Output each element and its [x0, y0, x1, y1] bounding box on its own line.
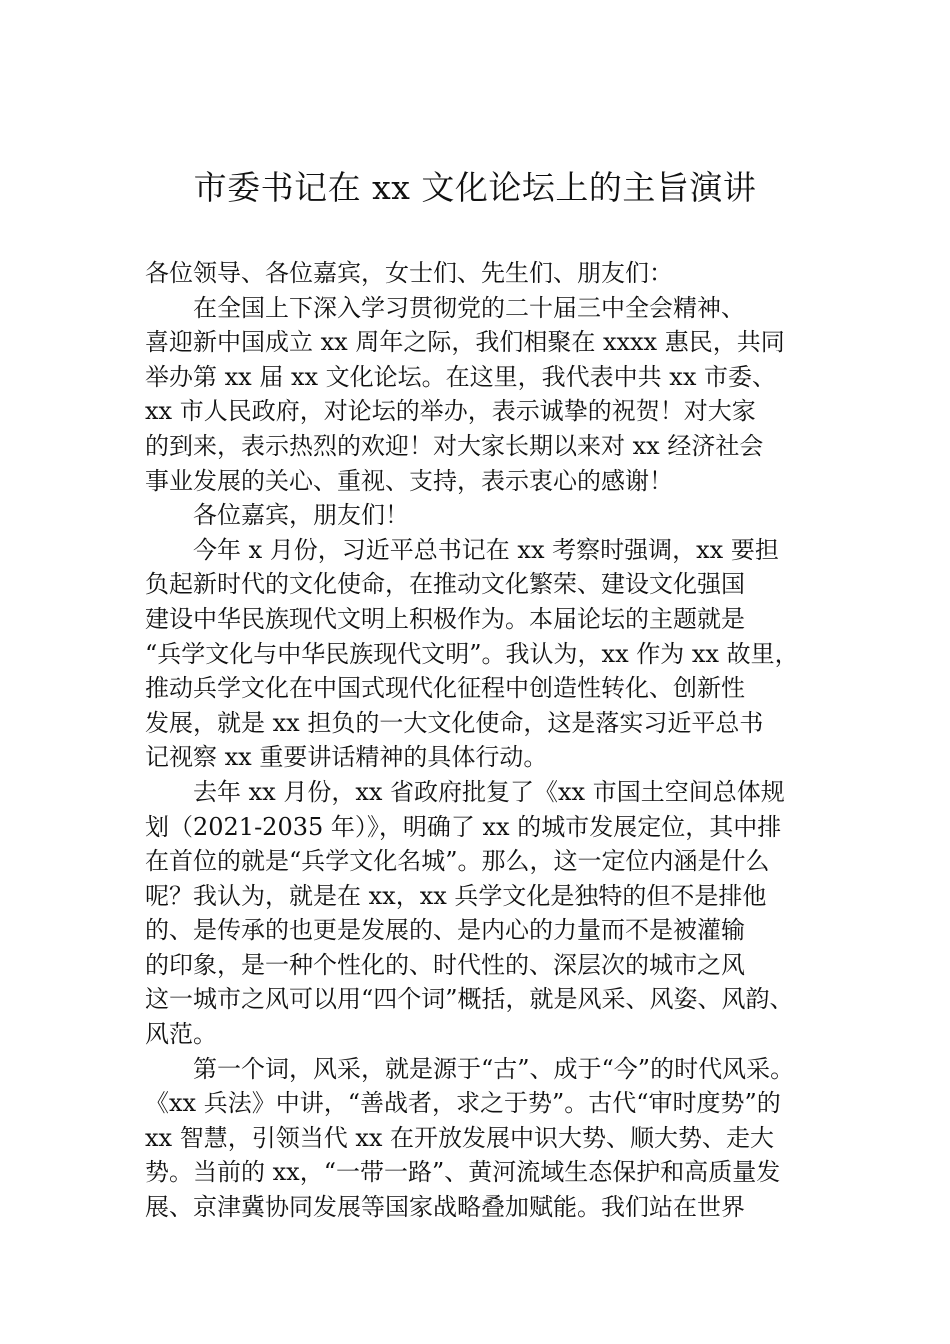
document-title: 市委书记在 xx 文化论坛上的主旨演讲 — [193, 168, 757, 207]
text-line: 负起新时代的文化使命，在推动文化繁荣、建设文化强国 — [145, 570, 745, 599]
text-line: 在全国上下深入学习贯彻党的二十届三中全会精神、 — [193, 293, 745, 322]
text-line: 风范。 — [145, 1020, 217, 1049]
text-line: 各位嘉宾，朋友们！ — [193, 501, 409, 530]
text-line: 的印象，是一种个性化的、时代性的、深层次的城市之风 — [145, 950, 745, 979]
text-line: xx 智慧，引领当代 xx 在开放发展中识大势、顺大势、走大 — [145, 1123, 775, 1152]
text-line: 建设中华民族现代文明上积极作为。本届论坛的主题就是 — [145, 604, 745, 633]
text-line: 展、京津冀协同发展等国家战略叠加赋能。我们站在世界 — [145, 1193, 745, 1222]
text-line: 的、是传承的也更是发展的、是内心的力量而不是被灌输 — [145, 916, 745, 945]
text-line: 喜迎新中国成立 xx 周年之际，我们相聚在 xxxx 惠民，共同 — [145, 328, 785, 357]
text-line: 事业发展的关心、重视、支持，表示衷心的感谢！ — [145, 466, 673, 495]
text-line: 去年 xx 月份，xx 省政府批复了《xx 市国土空间总体规 — [193, 777, 785, 806]
text-line: xx 市人民政府，对论坛的举办，表示诚挚的祝贺！对大家 — [145, 397, 756, 426]
text-line: 举办第 xx 届 xx 文化论坛。在这里，我代表中共 xx 市委、 — [145, 362, 776, 391]
text-line: “兵学文化与中华民族现代文明”。我认为，xx 作为 xx 故里， — [145, 639, 799, 668]
text-line: 各位领导、各位嘉宾，女士们、先生们、朋友们： — [145, 259, 673, 287]
text-line: 发展，就是 xx 担负的一大文化使命，这是落实习近平总书 — [145, 708, 764, 737]
text-line: 势。当前的 xx，“一带一路”、黄河流域生态保护和高质量发 — [145, 1158, 781, 1187]
text-line: 这一城市之风可以用“四个词”概括，就是风采、风姿、风韵、 — [145, 985, 794, 1014]
text-line: 今年 x 月份，习近平总书记在 xx 考察时强调，xx 要担 — [193, 535, 779, 564]
text-line: 呢？我认为，就是在 xx，xx 兵学文化是独特的但不是排他 — [145, 881, 767, 910]
document-body — [145, 256, 825, 1225]
text-line: 在首位的就是“兵学文化名城”。那么，这一定位内涵是什么 — [145, 847, 770, 876]
text-line: 《xx 兵法》中讲，“善战者，求之于势”。古代“审时度势”的 — [145, 1089, 781, 1118]
text-line: 的到来，表示热烈的欢迎！对大家长期以来对 xx 经济社会 — [145, 431, 764, 460]
text-line: 划（2021-2035 年）》，明确了 xx 的城市发展定位，其中排 — [145, 812, 782, 841]
text-line: 推动兵学文化在中国式现代化征程中创造性转化、创新性 — [145, 674, 745, 703]
text-line: 第一个词，风采，就是源于“古”、成于“今”的时代风采。 — [193, 1054, 795, 1083]
text-line: 记视察 xx 重要讲话精神的具体行动。 — [145, 743, 548, 772]
